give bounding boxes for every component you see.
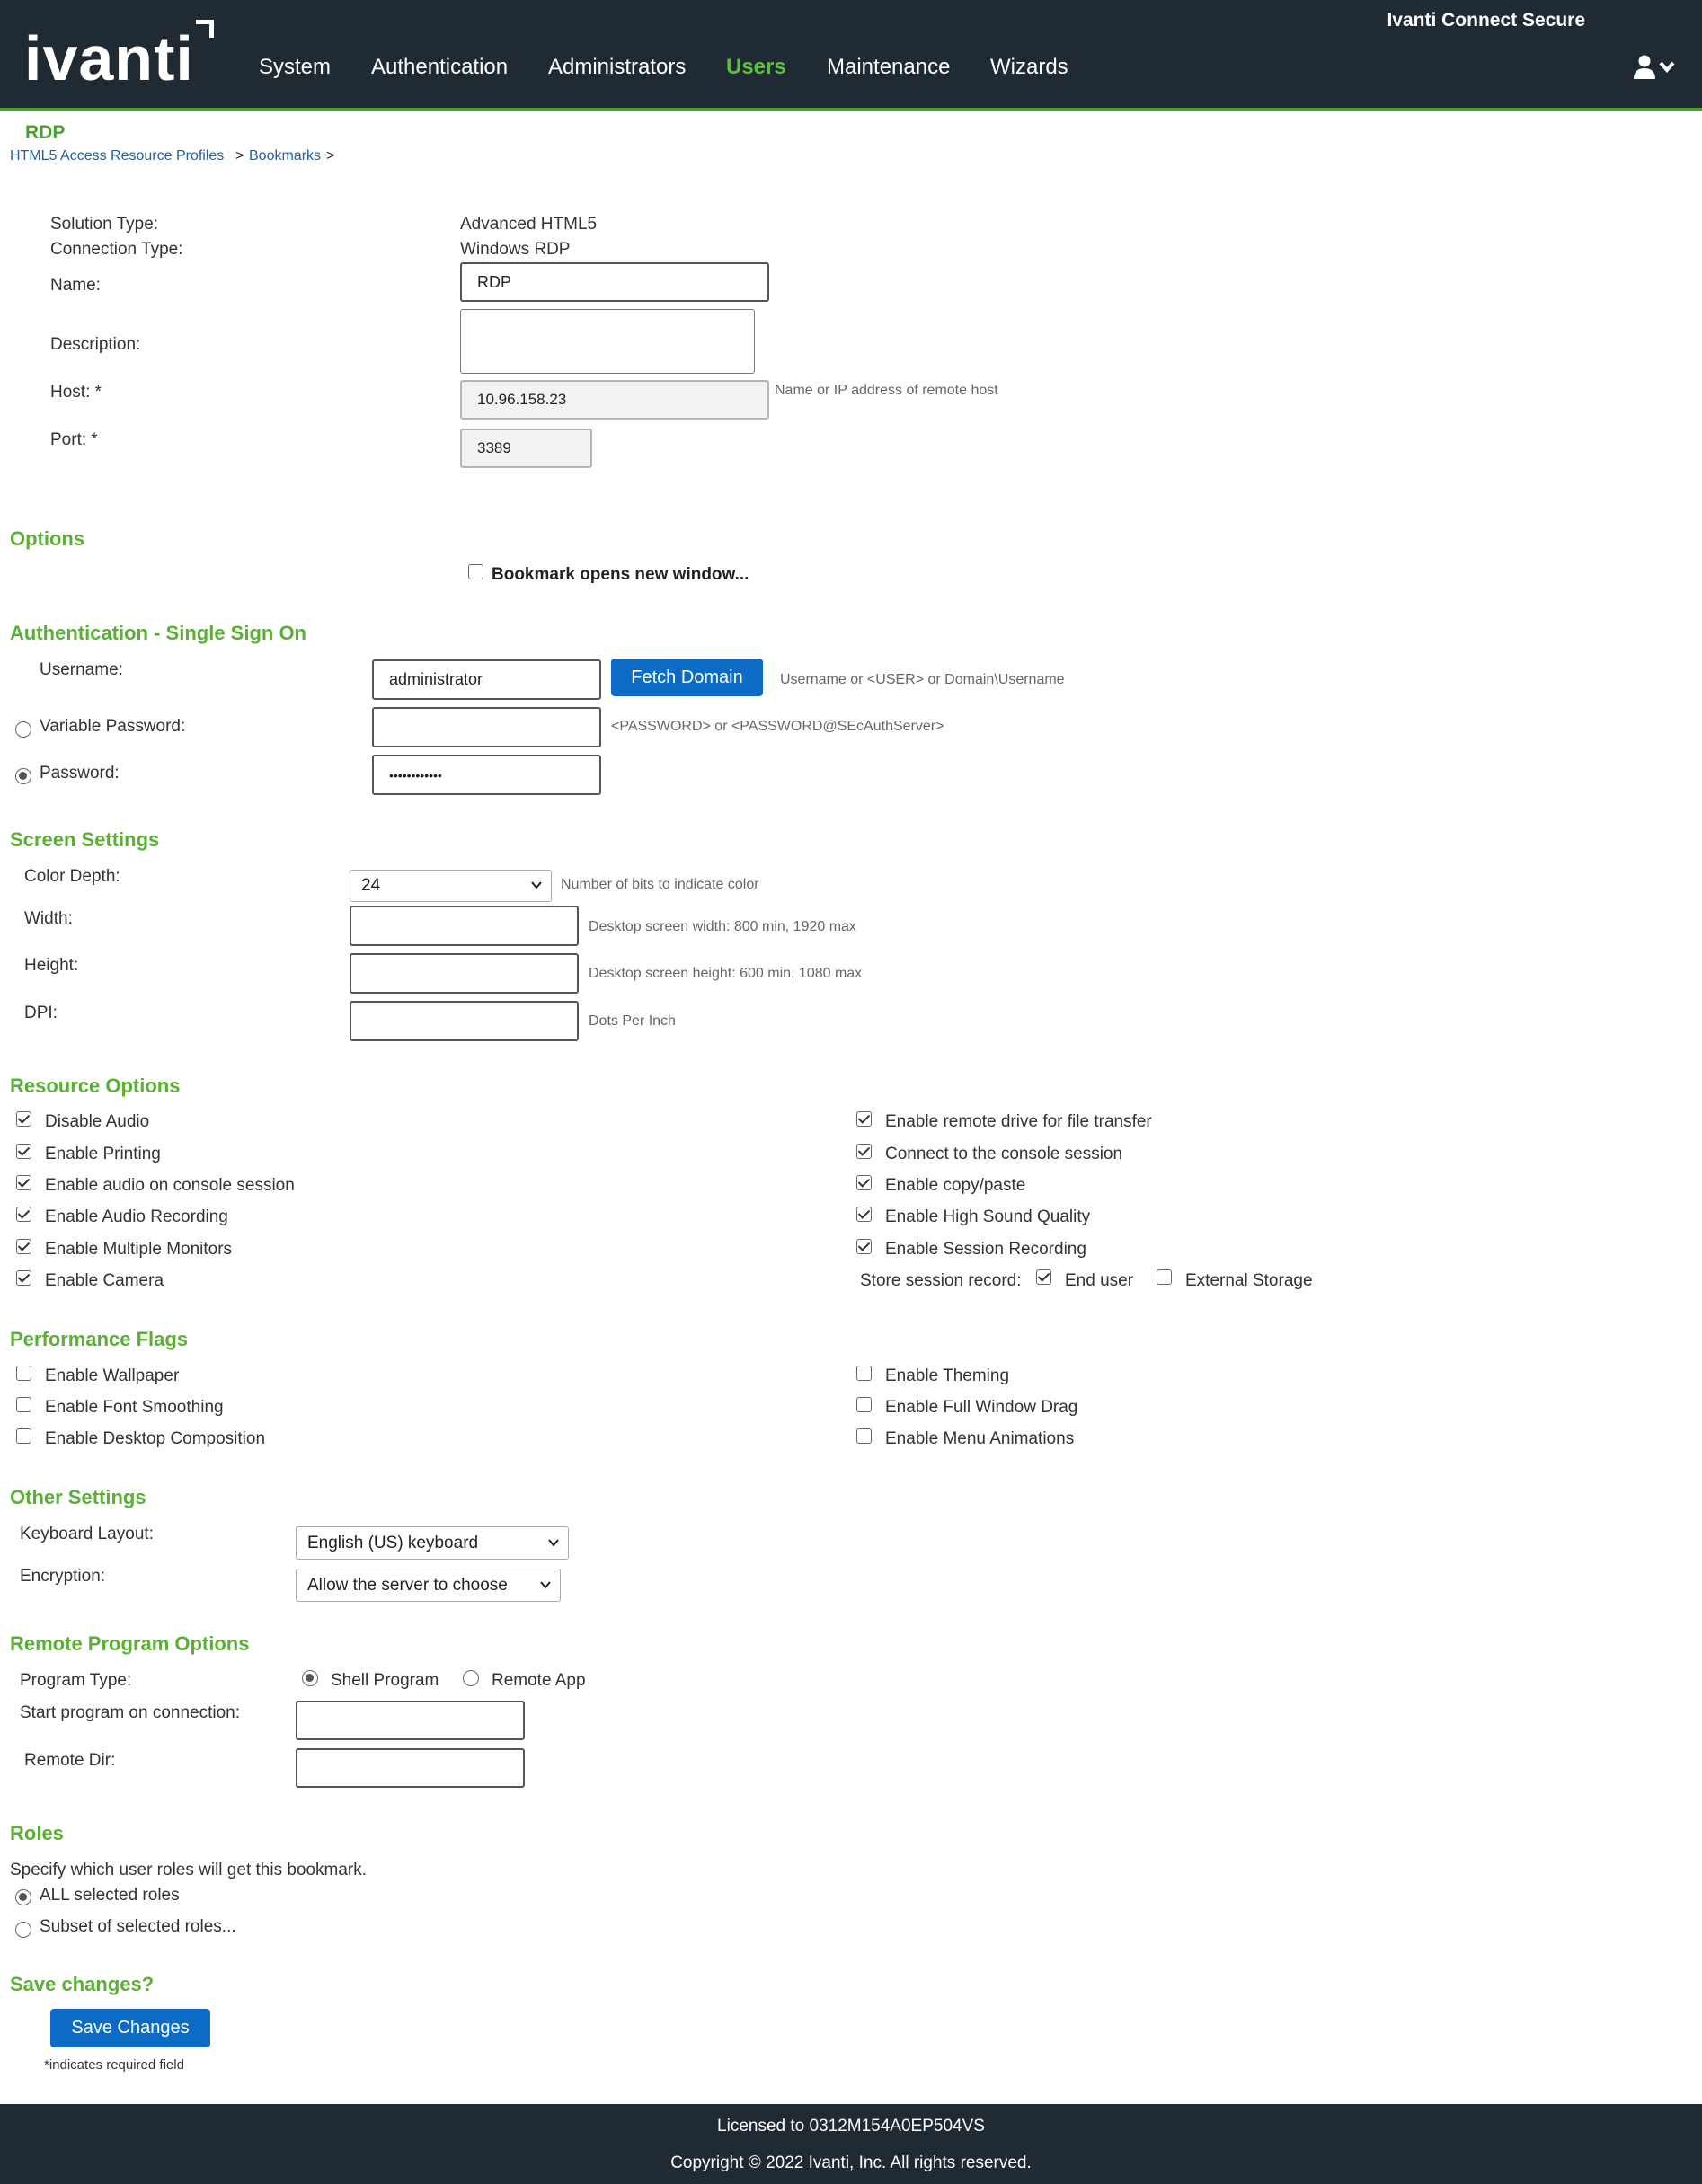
store-end-user-checkbox[interactable] <box>1036 1269 1051 1285</box>
all-roles-radio[interactable] <box>15 1889 31 1905</box>
variable-password-hint: <PASSWORD> or <PASSWORD@SEcAuthServer> <box>611 719 944 734</box>
options-heading: Options <box>10 527 85 550</box>
color-depth-select[interactable] <box>350 870 552 902</box>
keyboard-layout-value: English (US) keyboard <box>307 1533 479 1552</box>
name-label: Name: <box>50 276 101 295</box>
audio-console-checkbox[interactable] <box>16 1175 31 1190</box>
connection-type-label: Connection Type: <box>50 240 183 259</box>
user-menu[interactable] <box>1631 54 1685 81</box>
remote-app-label: Remote App <box>492 1671 586 1690</box>
user-icon <box>1631 54 1685 81</box>
description-textarea[interactable] <box>460 309 755 374</box>
session-recording-checkbox[interactable] <box>856 1239 872 1254</box>
width-input[interactable] <box>350 906 579 946</box>
variable-password-label: Variable Password: <box>40 717 186 736</box>
chevron-down-icon <box>540 1579 551 1590</box>
copyright-text: Copyright © 2022 Ivanti, Inc. All rights reserved. <box>670 2153 1032 2172</box>
nav-administrators[interactable]: Administrators <box>548 55 687 79</box>
audio-recording-checkbox[interactable] <box>16 1207 31 1222</box>
username-input[interactable] <box>372 659 601 700</box>
chevron-down-icon <box>548 1537 559 1548</box>
save-changes-button[interactable]: Save Changes <box>50 2009 210 2047</box>
port-input[interactable] <box>460 429 592 468</box>
font-smoothing-checkbox[interactable] <box>16 1397 31 1412</box>
theming-label: Enable Theming <box>885 1366 1010 1385</box>
username-label: Username: <box>40 660 123 679</box>
new-window-checkbox[interactable] <box>468 564 483 579</box>
all-roles-label: ALL selected roles <box>40 1886 180 1905</box>
nav-system[interactable]: System <box>259 55 332 79</box>
start-program-input[interactable] <box>296 1701 525 1740</box>
license-text: Licensed to 0312M154A0EP504VS <box>717 2117 985 2135</box>
width-label: Width: <box>24 909 73 928</box>
audio-console-label: Enable audio on console session <box>45 1176 295 1195</box>
ivanti-logo[interactable]: ivanti <box>24 23 194 93</box>
menu-animations-checkbox[interactable] <box>856 1428 872 1444</box>
solution-type-value: Advanced HTML5 <box>460 215 598 234</box>
full-window-drag-label: Enable Full Window Drag <box>885 1398 1078 1417</box>
copy-paste-label: Enable copy/paste <box>885 1176 1026 1195</box>
color-depth-value: 24 <box>361 876 381 895</box>
wallpaper-label: Enable Wallpaper <box>45 1366 180 1385</box>
nav-maintenance[interactable]: Maintenance <box>827 55 951 79</box>
encryption-value: Allow the server to choose <box>307 1575 508 1595</box>
remote-app-radio[interactable] <box>463 1670 479 1686</box>
dpi-hint: Dots Per Inch <box>589 1013 676 1029</box>
breadcrumb-bookmarks[interactable]: Bookmarks <box>249 148 322 164</box>
audio-recording-label: Enable Audio Recording <box>45 1207 228 1226</box>
auth-sso-heading: Authentication - Single Sign On <box>10 622 306 644</box>
encryption-select[interactable] <box>296 1569 561 1602</box>
remote-dir-label: Remote Dir: <box>24 1751 116 1770</box>
encryption-label: Encryption: <box>20 1567 106 1586</box>
theming-checkbox[interactable] <box>856 1366 872 1381</box>
desktop-composition-label: Enable Desktop Composition <box>45 1429 266 1448</box>
description-label: Description: <box>50 335 141 354</box>
console-session-checkbox[interactable] <box>856 1144 872 1159</box>
console-session-label: Connect to the console session <box>885 1145 1123 1163</box>
subset-roles-label: Subset of selected roles... <box>40 1917 236 1936</box>
height-hint: Desktop screen height: 600 min, 1080 max <box>589 966 863 981</box>
product-name: Ivanti Connect Secure <box>1387 10 1585 31</box>
other-settings-heading: Other Settings <box>10 1486 146 1508</box>
host-label: Host: * <box>50 383 102 402</box>
store-end-user-label: End user <box>1065 1271 1134 1290</box>
subset-roles-radio[interactable] <box>15 1922 31 1938</box>
nav-wizards[interactable]: Wizards <box>990 55 1068 79</box>
full-window-drag-checkbox[interactable] <box>856 1397 872 1412</box>
menu-animations-label: Enable Menu Animations <box>885 1429 1075 1448</box>
host-hint: Name or IP address of remote host <box>775 383 998 398</box>
enable-printing-checkbox[interactable] <box>16 1144 31 1159</box>
font-smoothing-label: Enable Font Smoothing <box>45 1398 224 1417</box>
port-label: Port: * <box>50 430 98 449</box>
enable-camera-label: Enable Camera <box>45 1271 164 1290</box>
host-input[interactable] <box>460 380 769 420</box>
roles-heading: Roles <box>10 1822 64 1844</box>
enable-printing-label: Enable Printing <box>45 1145 161 1163</box>
height-input[interactable] <box>350 953 579 994</box>
shell-program-radio[interactable] <box>302 1670 318 1686</box>
color-depth-hint: Number of bits to indicate color <box>561 877 759 892</box>
breadcrumb-html5-profiles[interactable]: HTML5 Access Resource Profiles <box>10 148 225 164</box>
screen-settings-heading: Screen Settings <box>10 828 160 851</box>
breadcrumb-separator: > <box>326 148 335 164</box>
store-session-label: Store session record: <box>860 1271 1022 1290</box>
roles-description: Specify which user roles will get this bookmark. <box>10 1861 368 1879</box>
nav-authentication[interactable]: Authentication <box>371 55 509 79</box>
keyboard-layout-label: Keyboard Layout: <box>20 1525 154 1543</box>
width-hint: Desktop screen width: 800 min, 1920 max <box>589 919 856 934</box>
store-external-checkbox[interactable] <box>1157 1269 1172 1285</box>
remote-program-heading: Remote Program Options <box>10 1632 250 1655</box>
name-input[interactable] <box>460 262 769 302</box>
password-label: Password: <box>40 764 120 783</box>
remote-drive-label: Enable remote drive for file transfer <box>885 1112 1152 1131</box>
resource-options-heading: Resource Options <box>10 1074 181 1097</box>
height-label: Height: <box>24 956 79 975</box>
enable-camera-checkbox[interactable] <box>16 1270 31 1286</box>
dpi-label: DPI: <box>24 1004 58 1022</box>
variable-password-input[interactable] <box>372 707 601 747</box>
password-radio[interactable] <box>15 768 31 784</box>
chevron-down-icon <box>1661 63 1673 70</box>
dpi-input[interactable] <box>350 1001 579 1041</box>
save-heading: Save changes? <box>10 1973 155 1995</box>
variable-password-radio[interactable] <box>15 721 31 738</box>
shell-program-label: Shell Program <box>331 1671 439 1690</box>
performance-flags-heading: Performance Flags <box>10 1328 189 1350</box>
password-input[interactable] <box>372 755 601 795</box>
start-program-label: Start program on connection: <box>20 1703 241 1722</box>
breadcrumb-separator: > <box>235 148 244 164</box>
wallpaper-checkbox[interactable] <box>16 1366 31 1381</box>
remote-dir-input[interactable] <box>296 1748 525 1788</box>
fetch-domain-button[interactable]: Fetch Domain <box>611 659 763 696</box>
solution-type-label: Solution Type: <box>50 215 159 234</box>
username-hint: Username or <USER> or Domain\Username <box>780 672 1065 687</box>
multiple-monitors-checkbox[interactable] <box>16 1239 31 1254</box>
new-window-label: Bookmark opens new window... <box>492 565 749 584</box>
copy-paste-checkbox[interactable] <box>856 1175 872 1190</box>
top-header <box>0 0 1702 111</box>
required-note: *indicates required field <box>44 2057 184 2073</box>
desktop-composition-checkbox[interactable] <box>16 1428 31 1444</box>
remote-drive-checkbox[interactable] <box>856 1111 872 1127</box>
high-sound-quality-label: Enable High Sound Quality <box>885 1207 1091 1226</box>
connection-type-value: Windows RDP <box>460 240 571 259</box>
color-depth-label: Color Depth: <box>24 867 120 886</box>
footer <box>0 2104 1702 2184</box>
multiple-monitors-label: Enable Multiple Monitors <box>45 1240 233 1259</box>
high-sound-quality-checkbox[interactable] <box>856 1207 872 1222</box>
store-external-label: External Storage <box>1185 1271 1313 1290</box>
disable-audio-checkbox[interactable] <box>16 1111 31 1127</box>
keyboard-layout-select[interactable] <box>296 1526 569 1560</box>
logo-mark-icon <box>196 20 214 38</box>
chevron-down-icon <box>531 880 542 890</box>
disable-audio-label: Disable Audio <box>45 1112 150 1131</box>
page-title: RDP <box>25 122 66 143</box>
program-type-label: Program Type: <box>20 1671 132 1690</box>
session-recording-label: Enable Session Recording <box>885 1240 1086 1259</box>
nav-users[interactable]: Users <box>726 55 786 79</box>
